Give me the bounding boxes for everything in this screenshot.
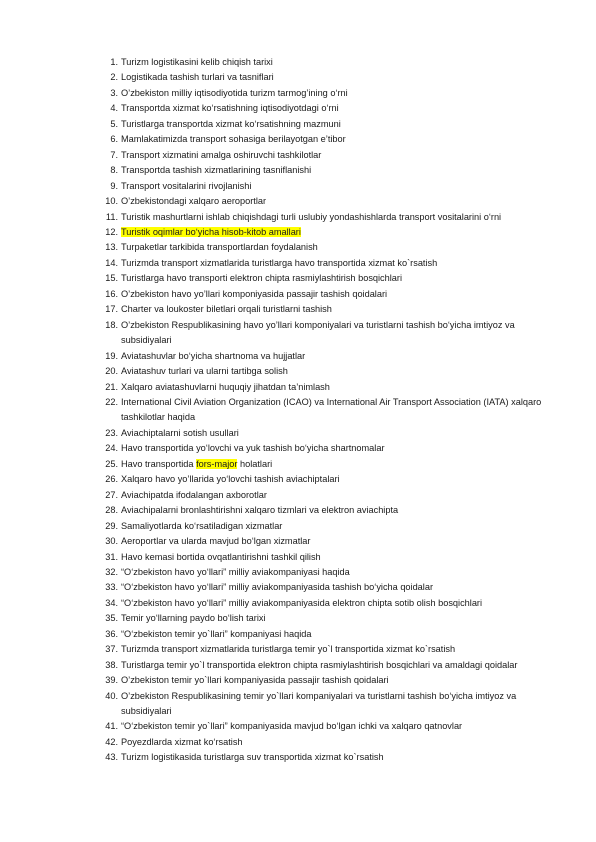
list-item-number: 40.: [105, 690, 118, 701]
list-item-number: 43.: [105, 752, 118, 763]
list-item: [98, 488, 558, 503]
list-item-text: Turizm logistikasida turistlarga suv transportida xizmat ko`rsatish: [121, 752, 384, 763]
list-item-number: 31.: [105, 551, 118, 562]
list-item-number: 42.: [105, 736, 118, 747]
list-item: [98, 627, 558, 642]
list-item: [98, 503, 558, 518]
list-item: [98, 163, 558, 178]
list-item-text: Aviachipatda ifodalangan axborotlar: [121, 489, 267, 500]
list-item: [98, 179, 558, 194]
list-item-number: 2.: [110, 72, 118, 83]
list-item-number: 41.: [105, 721, 118, 732]
list-item-text: “O‘zbekiston havo yo‘llari” milliy aviakompaniyasida elektron chipta sotib olish bosqichlari: [121, 597, 483, 608]
list-item-text: O’zbekiston Respublikasining havo yo’llari komponiyalari va turistlarni tashish bo‘yicha imtiyoz va subsidiyalari: [121, 319, 515, 346]
topic-list: [98, 55, 558, 766]
list-item-number: 14.: [105, 257, 118, 268]
list-item-number: 21.: [105, 381, 118, 392]
list-item-text: O’zbekiston milliy iqtisodiyotida turizm tarmog’ining o‘rni: [121, 87, 348, 98]
list-item: [98, 70, 558, 85]
list-item-text-after: holatlari: [237, 458, 273, 469]
list-item: [98, 750, 558, 765]
list-item-number: 18.: [105, 319, 118, 330]
list-item: [98, 302, 558, 317]
list-item: [98, 318, 558, 349]
list-item-text: Turizmda transport xizmatlarida turistlarga havo transportida xizmat ko`rsatish: [121, 257, 438, 268]
list-item: [98, 426, 558, 441]
list-item-number: 10.: [105, 196, 118, 207]
list-item-text: Logistikada tashish turlari va tasniflari: [121, 72, 274, 83]
list-item-number: 7.: [110, 149, 118, 160]
list-item: [98, 689, 558, 720]
list-item-text: Transportda tashish xizmatlarining tasniflanishi: [121, 165, 312, 176]
list-item-number: 4.: [110, 103, 118, 114]
list-item: [98, 349, 558, 364]
list-item: [98, 225, 558, 240]
list-item-number: 39.: [105, 675, 118, 686]
list-item: [98, 86, 558, 101]
list-item-text: “O‘zbekiston havo yo‘llari” milliy aviakompaniyasi haqida: [121, 566, 350, 577]
list-item: [98, 55, 558, 70]
list-item-text: Poyezdlarda xizmat ko‘rsatish: [121, 736, 243, 747]
list-item-number: 9.: [110, 180, 118, 191]
list-item-text: Turistlarga temir yo`l transportida elektron chipta rasmiylashtirish bosqichlari va amaldagi qoidalar: [121, 659, 518, 670]
list-item: [98, 441, 558, 456]
list-item: [98, 519, 558, 534]
list-item: [98, 658, 558, 673]
list-item-number: 36.: [105, 628, 118, 639]
list-item: [98, 132, 558, 147]
list-item-number: 33.: [105, 582, 118, 593]
list-item-number: 1.: [110, 57, 118, 67]
list-item-text: Turpaketlar tarkibida transportlardan foydalanish: [121, 242, 318, 253]
list-item-text: “O‘zbekiston temir yo`llari” kompaniyasi haqida: [121, 628, 312, 639]
list-item: [98, 101, 558, 116]
list-item: [98, 534, 558, 549]
list-item: [98, 735, 558, 750]
list-item: [98, 364, 558, 379]
list-item-text: O’zbekiston temir yo`llari kompaniyasida passajir tashish qoidalari: [121, 675, 389, 686]
list-item-number: 37.: [105, 644, 118, 655]
list-item-text: Turistlarga havo transporti elektron chipta rasmiylashtirish bosqichlari: [121, 273, 403, 284]
list-item-text: Mamlakatimizda transport sohasiga berilayotgan e’tibor: [121, 134, 346, 145]
list-item-text: O’zbekiston havo yo’llari komponiyasida passajir tashish qoidalari: [121, 288, 388, 299]
list-item-number: 22.: [105, 396, 118, 407]
list-item-number: 13.: [105, 242, 118, 253]
list-item: [98, 148, 558, 163]
list-item: [98, 194, 558, 209]
list-item-number: 28.: [105, 505, 118, 516]
list-item-text: Havo transportida yo‘lovchi va yuk tashish bo‘yicha shartnomalar: [121, 443, 385, 454]
list-item: [98, 117, 558, 132]
list-item-text: Samaliyotlarda ko‘rsatiladigan xizmatlar: [121, 520, 283, 531]
list-item-number: 26.: [105, 474, 118, 485]
list-item-number: 8.: [110, 165, 118, 176]
list-item-number: 25.: [105, 458, 118, 469]
list-item: [98, 380, 558, 395]
list-item-text: Turistik mashurtlarni ishlab chiqishdagi turli uslubiy yondashishlarda transport vositalarini o‘rni: [121, 211, 502, 222]
list-item-text: Turizm logistikasini kelib chiqish tarixi: [121, 57, 273, 67]
list-item-number: 20.: [105, 366, 118, 377]
list-item-number: 11.: [105, 211, 118, 222]
list-item-text: Transportda xizmat ko‘rsatishning iqtisodiyotdagi o‘rni: [121, 103, 339, 114]
list-item: [98, 287, 558, 302]
list-item-number: 12.: [105, 226, 118, 237]
list-item: [98, 271, 558, 286]
list-item-number: 5.: [110, 118, 118, 129]
list-item-text: “O‘zbekiston havo yo‘llari” milliy aviakompaniyasida tashish bo‘yicha qoidalar: [121, 582, 434, 593]
list-item-text: Transport vositalarini rivojlanishi: [121, 180, 252, 191]
list-item-text: Xalqaro havo yo’llarida yo‘lovchi tashish aviachiptalari: [121, 474, 340, 485]
list-item-number: 23.: [105, 427, 118, 438]
list-item: [98, 642, 558, 657]
list-item-number: 19.: [105, 350, 118, 361]
list-item-number: 38.: [105, 659, 118, 670]
list-item: [98, 580, 558, 595]
list-item-number: 24.: [105, 443, 118, 454]
list-item-number: 3.: [110, 87, 118, 98]
list-item-text: Charter va loukoster biletlari orqali turistlarni tashish: [121, 304, 332, 315]
list-item-number: 34.: [105, 597, 118, 608]
list-item-text: Havo transportida: [121, 458, 197, 469]
list-item: [98, 457, 558, 472]
list-item: [98, 240, 558, 255]
highlighted-text: fors-major: [196, 458, 238, 469]
list-item-number: 30.: [105, 536, 118, 547]
list-item: [98, 256, 558, 271]
list-item-text: Aviatashuv turlari va ularni tartibga solish: [121, 366, 288, 377]
list-item-number: 35.: [105, 613, 118, 624]
list-item-text: Transport xizmatini amalga oshiruvchi tashkilotlar: [121, 149, 322, 160]
list-item-number: 32.: [105, 566, 118, 577]
list-item: [98, 395, 558, 426]
list-item-text: Temir yo‘llarning paydo bo‘lish tarixi: [121, 613, 266, 624]
list-item: [98, 611, 558, 626]
list-item-number: 6.: [110, 134, 118, 145]
list-item-text: Aviachiptalarni sotish usullari: [121, 427, 239, 438]
list-item-text: O’zbekiston Respublikasining temir yo`llari kompaniyalari va turistlarni tashish bo‘yicha imtiyoz va subsidiyalari: [121, 690, 517, 717]
list-item-number: 16.: [105, 288, 118, 299]
list-item-number: 27.: [105, 489, 118, 500]
list-item: [98, 550, 558, 565]
list-item-text: “O‘zbekiston temir yo`llari” kompaniyasida mavjud bo‘lgan ichki va xalqaro qatnovlar: [121, 721, 463, 732]
list-item: [98, 596, 558, 611]
list-item-text: Aviatashuvlar bo‘yicha shartnoma va hujjatlar: [121, 350, 306, 361]
list-item-number: 17.: [105, 304, 118, 315]
list-item-text: Xalqaro aviatashuvlarni huquqiy jihatdan ta’nimlash: [121, 381, 330, 392]
list-item: [98, 472, 558, 487]
list-item: [98, 719, 558, 734]
list-item-text: Havo kemasi bortida ovqatlantirishni tashkil qilish: [121, 551, 321, 562]
list-item-text: Aviachipalarni bronlashtirishni xalqaro tizmlari va elektron aviachipta: [121, 505, 399, 516]
list-item-number: 29.: [105, 520, 118, 531]
list-item-text: Turizmda transport xizmatlarida turistlarga temir yo`l transportida xizmat ko`rsatish: [121, 644, 456, 655]
list-item: [98, 210, 558, 225]
list-item-text: Aeroportlar va ularda mavjud bo‘lgan xizmatlar: [121, 536, 311, 547]
list-item: [98, 673, 558, 688]
highlighted-text: Turistik oqimlar bo‘yicha hisob-kitob amallari: [121, 226, 301, 237]
list-item: [98, 565, 558, 580]
list-item-text: O’zbekistondagi xalqaro aeroportlar: [121, 196, 267, 207]
list-item-number: 15.: [105, 273, 118, 284]
list-item-text: Turistlarga transportda xizmat ko‘rsatishning mazmuni: [121, 118, 341, 129]
list-item-text: International Civil Aviation Organization (ICAO) va International Air Transport Association (IATA) xalqaro tashkilotlar haqida: [121, 396, 542, 423]
